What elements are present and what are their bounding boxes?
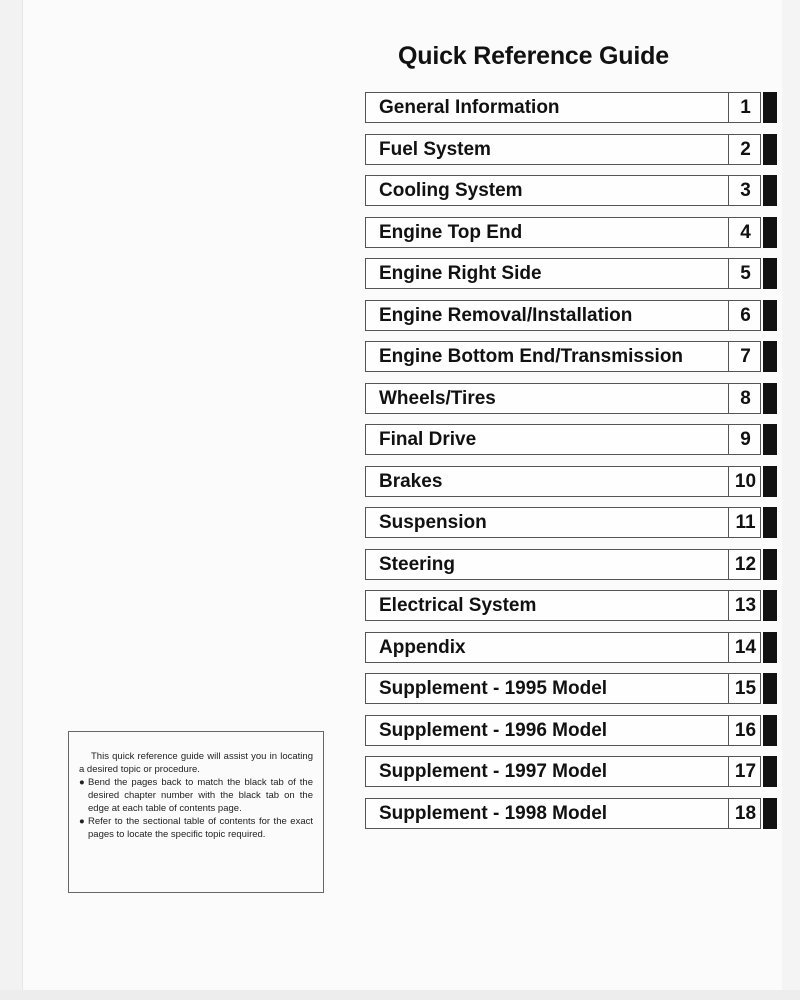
- toc-entry-number: 5: [740, 263, 751, 284]
- quick-reference-list: [365, 92, 782, 839]
- toc-entry-fuel-system[interactable]: [365, 134, 782, 165]
- toc-entry-steering[interactable]: [365, 549, 782, 580]
- toc-entry-label: Engine Bottom End/Transmission: [379, 346, 684, 367]
- toc-entry-engine-top-end[interactable]: [365, 217, 782, 248]
- toc-entry-label: Engine Right Side: [379, 263, 542, 284]
- toc-entry-box: [365, 383, 761, 414]
- toc-entry-number: 13: [734, 595, 757, 616]
- black-tab: [763, 549, 777, 580]
- toc-entry-box: [365, 507, 761, 538]
- toc-entry-box: [365, 673, 761, 704]
- black-tab: [763, 673, 777, 704]
- toc-entry-box: [365, 175, 761, 206]
- black-tab: [763, 632, 777, 663]
- black-tab: [763, 466, 777, 497]
- black-tab: [763, 798, 777, 829]
- black-tab: [763, 341, 777, 372]
- toc-entry-box: [365, 715, 761, 746]
- toc-entry-number: 9: [740, 429, 751, 450]
- toc-entry-supplement-1996[interactable]: [365, 715, 782, 746]
- toc-entry-number: 6: [740, 304, 751, 326]
- toc-entry-label: Cooling System: [379, 180, 523, 201]
- black-tab: [763, 715, 777, 746]
- toc-entry-number: 15: [734, 678, 757, 699]
- toc-entry-cooling-system[interactable]: [365, 175, 782, 206]
- toc-entry-number: 7: [740, 346, 751, 367]
- usage-note-bullet-text: Refer to the sectional table of contents for the exact pages to locate the specific topic required.: [88, 816, 313, 840]
- toc-entry-box: [365, 549, 761, 580]
- toc-entry-supplement-1995[interactable]: [365, 673, 782, 704]
- toc-entry-label: Electrical System: [379, 595, 537, 616]
- toc-entry-brakes[interactable]: [365, 466, 782, 497]
- toc-entry-label: Supplement - 1997 Model: [379, 761, 608, 782]
- page-bottom-margin: [0, 990, 800, 1000]
- black-tab: [763, 134, 777, 165]
- toc-entry-number: 11: [735, 512, 756, 533]
- usage-note-bullet-text: Bend the pages back to match the black tab of the desired chapter number with the black tab on the edge at each table of contents page.: [88, 777, 313, 814]
- toc-entry-wheels-tires[interactable]: [365, 383, 782, 414]
- toc-entry-label: Suspension: [379, 512, 487, 533]
- toc-entry-box: [365, 632, 761, 663]
- toc-entry-appendix[interactable]: [365, 632, 782, 663]
- toc-entry-number: 18: [734, 802, 757, 824]
- black-tab: [763, 756, 777, 787]
- toc-entry-box: [365, 300, 761, 331]
- bullet-icon: ●: [79, 816, 85, 827]
- toc-entry-box: [365, 134, 761, 165]
- toc-entry-engine-bottom-end-transmission[interactable]: [365, 341, 782, 372]
- black-tab: [763, 590, 777, 621]
- page-fold-line: [22, 0, 23, 1000]
- toc-entry-label: Engine Top End: [379, 221, 523, 243]
- toc-entry-number: 17: [734, 761, 757, 782]
- toc-entry-box: [365, 258, 761, 289]
- toc-entry-label: General Information: [379, 97, 560, 118]
- toc-entry-suspension[interactable]: [365, 507, 782, 538]
- toc-entry-number: 8: [740, 387, 751, 409]
- toc-entry-number: 12: [734, 553, 757, 575]
- toc-entry-box: [365, 341, 761, 372]
- toc-entry-box: [365, 217, 761, 248]
- usage-note-box: [68, 731, 324, 893]
- toc-entry-box: [365, 92, 761, 123]
- black-tab: [763, 383, 777, 414]
- toc-entry-label: Supplement - 1995 Model: [379, 678, 608, 699]
- toc-entry-box: [365, 798, 761, 829]
- page-title: Quick Reference Guide: [398, 42, 669, 70]
- toc-entry-number: 4: [740, 221, 751, 243]
- page-left-margin: [0, 0, 22, 1000]
- toc-entry-electrical-system[interactable]: [365, 590, 782, 621]
- toc-entry-supplement-1998[interactable]: [365, 798, 782, 829]
- page-right-margin: [782, 0, 800, 1000]
- toc-entry-engine-right-side[interactable]: [365, 258, 782, 289]
- toc-entry-label: Supplement - 1998 Model: [379, 802, 608, 824]
- toc-entry-general-information[interactable]: [365, 92, 782, 123]
- usage-note-bullet: [79, 776, 313, 815]
- black-tab: [763, 217, 777, 248]
- toc-entry-supplement-1997[interactable]: [365, 756, 782, 787]
- toc-entry-number: 16: [734, 719, 757, 741]
- toc-entry-number: 1: [740, 97, 751, 118]
- toc-entry-label: Supplement - 1996 Model: [379, 719, 608, 741]
- toc-entry-box: [365, 424, 761, 455]
- toc-entry-box: [365, 756, 761, 787]
- black-tab: [763, 424, 777, 455]
- usage-note-bullet: [79, 815, 313, 841]
- toc-entry-label: Wheels/Tires: [379, 387, 496, 409]
- bullet-icon: ●: [79, 777, 85, 788]
- toc-entry-box: [365, 590, 761, 621]
- toc-entry-number: 14: [734, 636, 757, 658]
- toc-entry-engine-removal-installation[interactable]: [365, 300, 782, 331]
- toc-entry-label: Appendix: [379, 636, 466, 658]
- black-tab: [763, 300, 777, 331]
- toc-entry-label: Final Drive: [379, 429, 477, 450]
- black-tab: [763, 175, 777, 206]
- usage-note-intro: This quick reference guide will assist you in locating a desired topic or procedure.: [79, 751, 313, 775]
- black-tab: [763, 258, 777, 289]
- black-tab: [763, 92, 777, 123]
- toc-entry-label: Engine Removal/Installation: [379, 304, 633, 326]
- toc-entry-label: Steering: [379, 553, 456, 575]
- toc-entry-number: 3: [740, 180, 751, 201]
- toc-entry-number: 10: [734, 470, 757, 492]
- toc-entry-label: Fuel System: [379, 138, 491, 160]
- toc-entry-label: Brakes: [379, 470, 443, 492]
- toc-entry-box: [365, 466, 761, 497]
- toc-entry-number: 2: [740, 138, 751, 160]
- black-tab: [763, 507, 777, 538]
- toc-entry-final-drive[interactable]: [365, 424, 782, 455]
